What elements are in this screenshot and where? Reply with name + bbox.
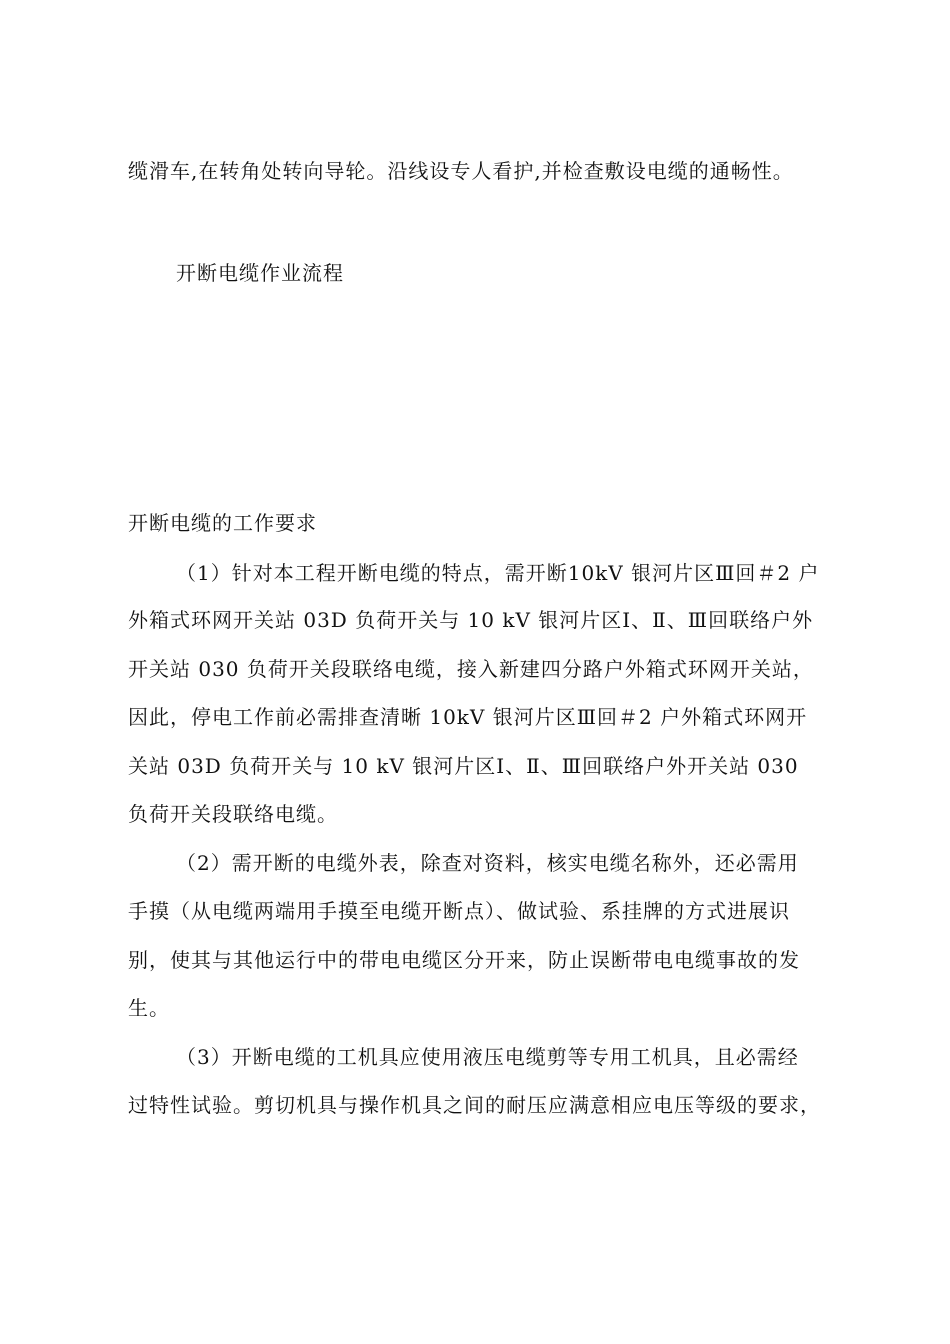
paragraph-line: （1）针对本工程开断电缆的特点，需开断10kV 银河片区Ⅲ回＃2 户	[176, 561, 820, 585]
paragraph-line: 生。	[128, 996, 170, 1020]
paragraph-line: 开关站 030 负荷开关段联络电缆，接入新建四分路户外箱式环网开关站，	[128, 657, 814, 681]
section-heading: 开断电缆的工作要求	[128, 511, 317, 535]
paragraph-line: 手摸（从电缆两端用手摸至电缆开断点）、做试验、系挂牌的方式进展识	[128, 899, 790, 923]
paragraph-line: 外箱式环网开关站 03D 负荷开关与 10 kV 银河片区Ⅰ、Ⅱ、Ⅲ回联络户外	[128, 608, 814, 632]
paragraph-line: （3）开断电缆的工机具应使用液压电缆剪等专用工机具，且必需经	[176, 1045, 799, 1069]
figure-caption: 开断电缆作业流程	[176, 261, 344, 285]
paragraph-line: 关站 03D 负荷开关与 10 kV 银河片区Ⅰ、Ⅱ、Ⅲ回联络户外开关站 030	[128, 754, 799, 778]
paragraph-line: 负荷开关段联络电缆。	[128, 802, 338, 826]
paragraph-line: （2）需开断的电缆外表，除查对资料，核实电缆名称外，还必需用	[176, 851, 799, 875]
paragraph-line: 过特性试验。剪切机具与操作机具之间的耐压应满意相应电压等级的要求，	[128, 1093, 821, 1117]
paragraph-line: 别，使其与其他运行中的带电电缆区分开来，防止误断带电电缆事故的发	[128, 948, 800, 972]
paragraph-line: 因此，停电工作前必需排查清晰 10kV 银河片区Ⅲ回＃2 户外箱式环网开	[128, 705, 808, 729]
continuation-text-line: 缆滑车,在转角处转向导轮。沿线设专人看护,并检查敷设电缆的通畅性。	[128, 159, 794, 183]
